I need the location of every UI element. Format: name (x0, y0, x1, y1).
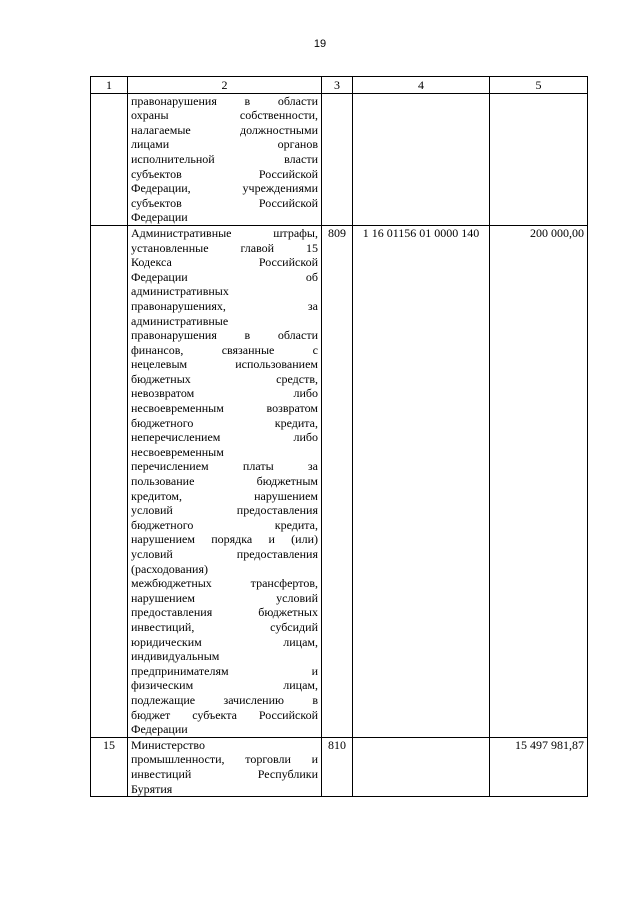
name-line: инвестиций, субсидий (131, 619, 318, 634)
row-number-cell (91, 225, 128, 737)
row-number-cell: 15 (91, 737, 128, 796)
name-line: нецелевым использованием (131, 357, 318, 372)
name-line: Кодекса Российской (131, 255, 318, 270)
table-row (91, 93, 588, 225)
name-line: кредитом, нарушением (131, 488, 318, 503)
name-line: перечислением платы за (131, 459, 318, 474)
row-kbk-cell: 1 16 01156 01 0000 140 (353, 225, 490, 737)
name-line: лицами органов (131, 137, 318, 152)
name-line: предпринимателям и (131, 663, 318, 678)
row-code-cell: 810 (322, 737, 353, 796)
name-line: административные (131, 313, 229, 328)
name-line: Федерации, учреждениями (131, 181, 318, 196)
name-line: нарушением порядка и (или) (131, 532, 318, 547)
name-line: субъектов Российской (131, 195, 318, 210)
name-line: инвестиций Республики (131, 766, 318, 781)
header-cell: 3 (322, 77, 353, 94)
row-amount-cell: 15 497 981,87 (490, 737, 588, 796)
name-line: Федерации (131, 210, 188, 225)
name-line: бюджет субъекта Российской (131, 707, 318, 722)
name-line: межбюджетных трансфертов, (131, 576, 318, 591)
name-line: бюджетного кредита, (131, 415, 318, 430)
name-line: (расходования) (131, 561, 208, 576)
row-number-cell (91, 93, 128, 225)
name-line: физическим лицам, (131, 678, 318, 693)
name-line: исполнительной власти (131, 151, 318, 166)
name-line: правонарушениях, за (131, 298, 318, 313)
name-line: бюджетного кредита, (131, 517, 318, 532)
name-line: Федерации (131, 722, 188, 737)
name-line: правонарушения в области (131, 328, 318, 343)
row-kbk-cell (353, 93, 490, 225)
table-row (91, 225, 588, 737)
table-header-row (91, 77, 588, 94)
row-name-cell (128, 225, 322, 737)
name-line: установленные главой 15 (131, 240, 318, 255)
row-name-cell (128, 93, 322, 225)
name-line: условий предоставления (131, 547, 318, 561)
header-cell: 5 (490, 77, 588, 94)
name-line: пользование бюджетным (131, 474, 318, 489)
row-name-cell (128, 737, 322, 796)
name-line: индивидуальным (131, 649, 220, 664)
name-line: невозвратом либо (131, 386, 318, 401)
row-amount-cell (490, 93, 588, 225)
name-line: административных (131, 284, 229, 299)
name-line: Федерации об (131, 269, 318, 284)
name-line: нарушением условий (131, 590, 318, 605)
row-amount-cell: 200 000,00 (490, 225, 588, 737)
name-line: Бурятия (131, 781, 173, 796)
header-cell: 2 (128, 77, 322, 94)
name-line: неперечислением либо (131, 430, 318, 445)
name-line: субъектов Российской (131, 166, 318, 181)
name-line: Министерство (131, 737, 205, 752)
name-line: бюджетных средств, (131, 371, 318, 386)
row-code-cell: 809 (322, 225, 353, 737)
name-line: несвоевременным возвратом (131, 401, 318, 416)
name-line: промышленности, торговли и (131, 752, 318, 767)
row-code-cell (322, 93, 353, 225)
name-line: финансов, связанные с (131, 342, 318, 357)
header-cell: 4 (353, 77, 490, 94)
budget-table (90, 76, 588, 797)
name-line: Административные штрафы, (131, 225, 318, 240)
table-row (91, 737, 588, 796)
page-number: 19 (313, 38, 327, 50)
name-line: правонарушения в области (131, 93, 318, 108)
name-line: предоставления бюджетных (131, 605, 318, 620)
header-cell: 1 (91, 77, 128, 94)
name-line: подлежащие зачислению в (131, 692, 318, 707)
name-line: юридическим лицам, (131, 634, 318, 649)
name-line: налагаемые должностными (131, 122, 318, 137)
name-line: охраны собственности, (131, 108, 318, 123)
name-line: условий предоставления (131, 503, 318, 518)
row-kbk-cell (353, 737, 490, 796)
name-line: несвоевременным (131, 444, 224, 459)
